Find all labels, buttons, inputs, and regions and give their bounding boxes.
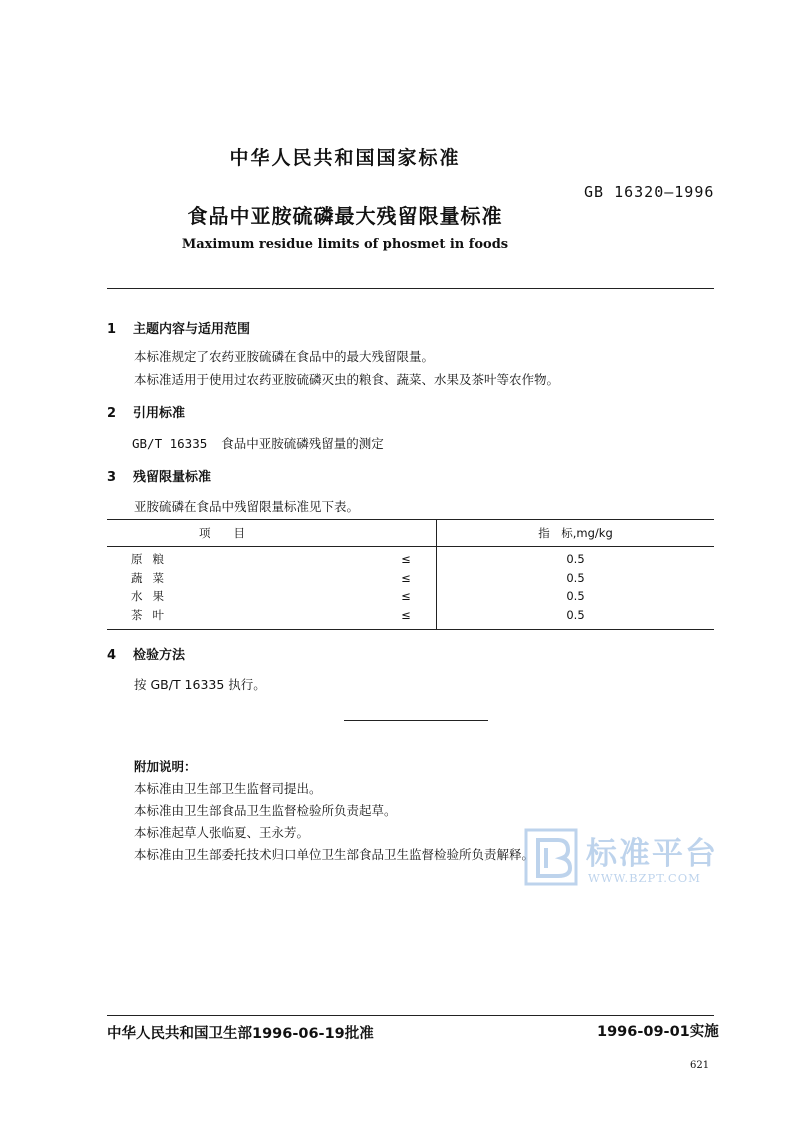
- effective-date: 1996-09-01实施: [597, 1024, 719, 1040]
- food-item: 原粮: [131, 552, 174, 567]
- section-4-heading: [107, 644, 185, 663]
- value-column-header: 指 标,mg/kg: [437, 520, 715, 547]
- notes-line: 本标准由卫生部食品卫生监督检验所负责起草。: [134, 803, 397, 818]
- referenced-standard: [132, 434, 384, 452]
- notes-line: 本标准由卫生部卫生监督司提出。: [134, 781, 322, 796]
- food-item: 水果: [131, 589, 174, 604]
- section-3-heading: [107, 466, 211, 485]
- national-standard-header: 中华人民共和国国家标准: [229, 147, 461, 169]
- footer-divider: [107, 1015, 714, 1016]
- limit-value: 0.5: [437, 606, 715, 630]
- table-row: [107, 547, 714, 569]
- section-1-paragraph: 本标准规定了农药亚胺硫磷在食品中的最大残留限量。: [134, 349, 435, 364]
- reference-title: 食品中亚胺硫磷残留量的测定: [221, 436, 384, 451]
- comparison-sign: ≤: [401, 589, 411, 604]
- table-row: [107, 606, 714, 630]
- end-of-text-rule: [344, 720, 488, 721]
- section-number: 4: [107, 648, 117, 663]
- section-number: 2: [107, 406, 117, 421]
- section-title: 检验方法: [133, 648, 186, 663]
- table-header-row: [107, 520, 714, 547]
- watermark-url: WWW.BZPT.COM: [588, 871, 701, 885]
- table-row: [107, 569, 714, 588]
- section-4-paragraph: 按 GB/T 16335 执行。: [134, 677, 266, 692]
- document-title: 食品中亚胺硫磷最大残留限量标准: [187, 204, 503, 228]
- comparison-sign: ≤: [401, 570, 411, 585]
- limit-value: 0.5: [437, 569, 715, 588]
- table-row: [107, 587, 714, 606]
- notes-line: 本标准由卫生部委托技术归口单位卫生部食品卫生监督检验所负责解释。: [134, 847, 535, 862]
- limit-value: 0.5: [437, 587, 715, 606]
- residue-limits-table: [107, 519, 714, 630]
- approval-line: 中华人民共和国卫生部1996-06-19批准: [107, 1026, 374, 1042]
- comparison-sign: ≤: [401, 552, 411, 567]
- section-1-heading: [107, 318, 250, 337]
- header-divider: [107, 288, 714, 289]
- food-item: 蔬菜: [131, 570, 174, 585]
- section-2-heading: [107, 402, 185, 421]
- watermark-logo-icon: [524, 828, 578, 886]
- section-number: 3: [107, 470, 117, 485]
- section-title: 残留限量标准: [133, 470, 212, 485]
- limit-value: 0.5: [437, 547, 715, 569]
- site-watermark: [524, 826, 724, 890]
- document-subtitle: Maximum residue limits of phosmet in foods: [181, 237, 509, 252]
- standard-code: GB 16320—1996: [584, 183, 715, 201]
- page-number: 621: [690, 1060, 710, 1071]
- section-number: 1: [107, 322, 117, 337]
- food-item: 茶叶: [107, 606, 376, 630]
- reference-code: GB/T 16335: [132, 436, 208, 451]
- item-column-header: 项 目: [107, 520, 437, 547]
- comparison-sign: ≤: [376, 606, 437, 630]
- notes-line: 本标准起草人张临夏、王永芳。: [134, 825, 310, 840]
- watermark-text: 标准平台: [586, 836, 718, 872]
- section-3-intro: 亚胺硫磷在食品中残留限量标准见下表。: [134, 499, 360, 514]
- section-title: 主题内容与适用范围: [133, 322, 251, 337]
- notes-heading: 附加说明：: [134, 759, 197, 774]
- section-1-paragraph: 本标准适用于使用过农药亚胺硫磷灭虫的粮食、蔬菜、水果及茶叶等农作物。: [134, 372, 560, 387]
- section-title: 引用标准: [133, 406, 186, 421]
